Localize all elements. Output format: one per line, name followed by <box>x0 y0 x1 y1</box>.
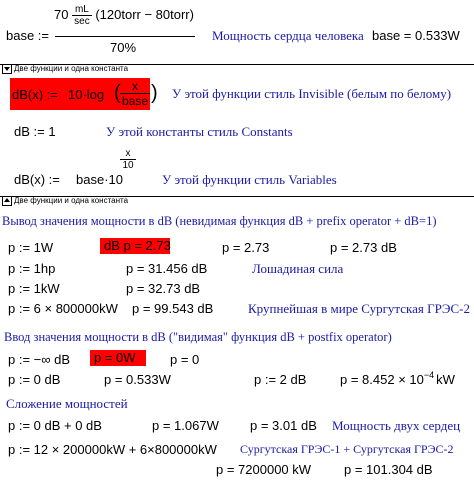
prefix-row-1-def[interactable]: p := 1W <box>8 240 54 255</box>
comment-two-hearts: Мощность двух сердец <box>332 418 461 433</box>
section-header-2[interactable] <box>2 196 128 206</box>
unit-den: sec <box>74 16 90 27</box>
postfix-row-2-def[interactable]: p := 0 dB <box>8 372 61 387</box>
base-denominator: 70% <box>110 40 137 55</box>
prefix-row-3-r1[interactable]: p = 32.73 dB <box>126 281 201 296</box>
r3-exp: −4 <box>423 370 435 380</box>
sum-row-1-def[interactable]: p := 0 dB + 0 dB <box>8 418 102 433</box>
heading-prefix: Вывод значения мощности в dB (невидимая функция dB + prefix operator + dB=1) <box>2 214 437 228</box>
expand-toggle-icon[interactable] <box>2 196 12 206</box>
r3-unit: kW <box>436 372 455 387</box>
prefix-row-3-def[interactable]: p := 1kW <box>8 281 60 296</box>
collapse-toggle-icon[interactable] <box>2 64 12 74</box>
paren-close-icon: ) <box>151 82 158 104</box>
comment-horsepower: Лошадиная сила <box>252 261 344 276</box>
base-label[interactable]: base := <box>6 28 50 43</box>
heading-postfix: Ввод значения мощности в dB ("видимая" функция dB + postfix operator) <box>4 330 392 344</box>
postfix-row-1-r2[interactable]: p = 0 <box>170 352 200 367</box>
dB-invisible-def[interactable] <box>10 78 158 110</box>
heading-sum: Сложение мощностей <box>6 396 128 411</box>
fraction-bar <box>55 36 195 37</box>
dB-invisible-lhs: dB(x) := <box>12 87 58 102</box>
frac-top: x <box>120 79 150 94</box>
sum-row-3-r1[interactable]: p = 7200000 kW <box>216 462 312 477</box>
paren-open-icon: ( <box>114 82 121 104</box>
unit-num: mL <box>72 4 92 16</box>
prefix-row-1-red[interactable]: dB p = 2.73 <box>100 238 170 254</box>
prefix-row-1-r3[interactable]: p = 2.73 dB <box>330 240 397 255</box>
exp-top: x <box>120 148 136 160</box>
sum-row-2-def[interactable]: p := 12 × 200000kW + 6×800000kW <box>8 442 217 457</box>
comment-surgut-sum: Сургутская ГРЭС-1 + Сургутская ГРЭС-2 <box>240 442 454 456</box>
postfix-row-2-r1[interactable]: p = 0.533W <box>104 372 171 387</box>
postfix-row-1-red[interactable]: p = 0W <box>90 350 146 366</box>
comment-variables: У этой функции стиль Variables <box>162 172 337 187</box>
base-numerator[interactable] <box>54 4 194 27</box>
comment-surgut: Крупнейшая в мире Сургутская ГРЭС-2 <box>248 301 470 316</box>
sum-row-1-r1[interactable]: p = 1.067W <box>152 418 219 433</box>
num-rest: (120torr − 80torr) <box>95 6 194 22</box>
dB-invisible-fraction <box>120 79 150 108</box>
postfix-row-2-r2[interactable]: p := 2 dB <box>254 372 307 387</box>
comment-heart-power: Мощность сердца человека <box>212 28 364 43</box>
prefix-row-1-r2[interactable]: p = 2.73 <box>222 240 270 255</box>
exp-bot: 10 <box>122 160 134 171</box>
prefix-row-2-r1[interactable]: p = 31.456 dB <box>126 261 208 276</box>
r3-base: p = 8.452 × 10 <box>340 372 424 387</box>
prefix-row-2-def[interactable]: p := 1hp <box>8 261 56 276</box>
base-result[interactable]: base = 0.533W <box>372 28 460 43</box>
unit-fraction <box>72 4 92 27</box>
dB-variable-base: base·10 <box>76 172 123 187</box>
section-title-1: Две функции и одна константа <box>14 64 129 74</box>
sum-row-1-r2[interactable]: p = 3.01 dB <box>250 418 317 433</box>
dB-variable-exp <box>120 148 136 171</box>
comment-constant: У этой константы стиль Constants <box>106 124 293 139</box>
section-title-2: Две функции и одна константа <box>14 196 129 206</box>
comment-invisible: У этой функции стиль Invisible (белым по белому) <box>172 86 452 101</box>
frac-bot: base <box>122 94 149 108</box>
section-header-1[interactable] <box>2 64 128 74</box>
prefix-row-4-def[interactable]: p := 6 × 800000kW <box>8 301 118 316</box>
dB-const-def[interactable]: dB := 1 <box>14 124 56 139</box>
num-coef: 70 <box>54 6 69 22</box>
dB-invisible-rhs: 10·log <box>68 87 105 102</box>
dB-variable-lhs[interactable]: dB(x) := <box>14 172 60 187</box>
postfix-row-2-r3[interactable] <box>340 372 455 387</box>
prefix-row-4-r1[interactable]: p = 99.543 dB <box>132 301 214 316</box>
postfix-row-1-def[interactable]: p := −∞ dB <box>8 352 71 367</box>
sum-row-3-r2[interactable]: p = 101.304 dB <box>344 462 433 477</box>
